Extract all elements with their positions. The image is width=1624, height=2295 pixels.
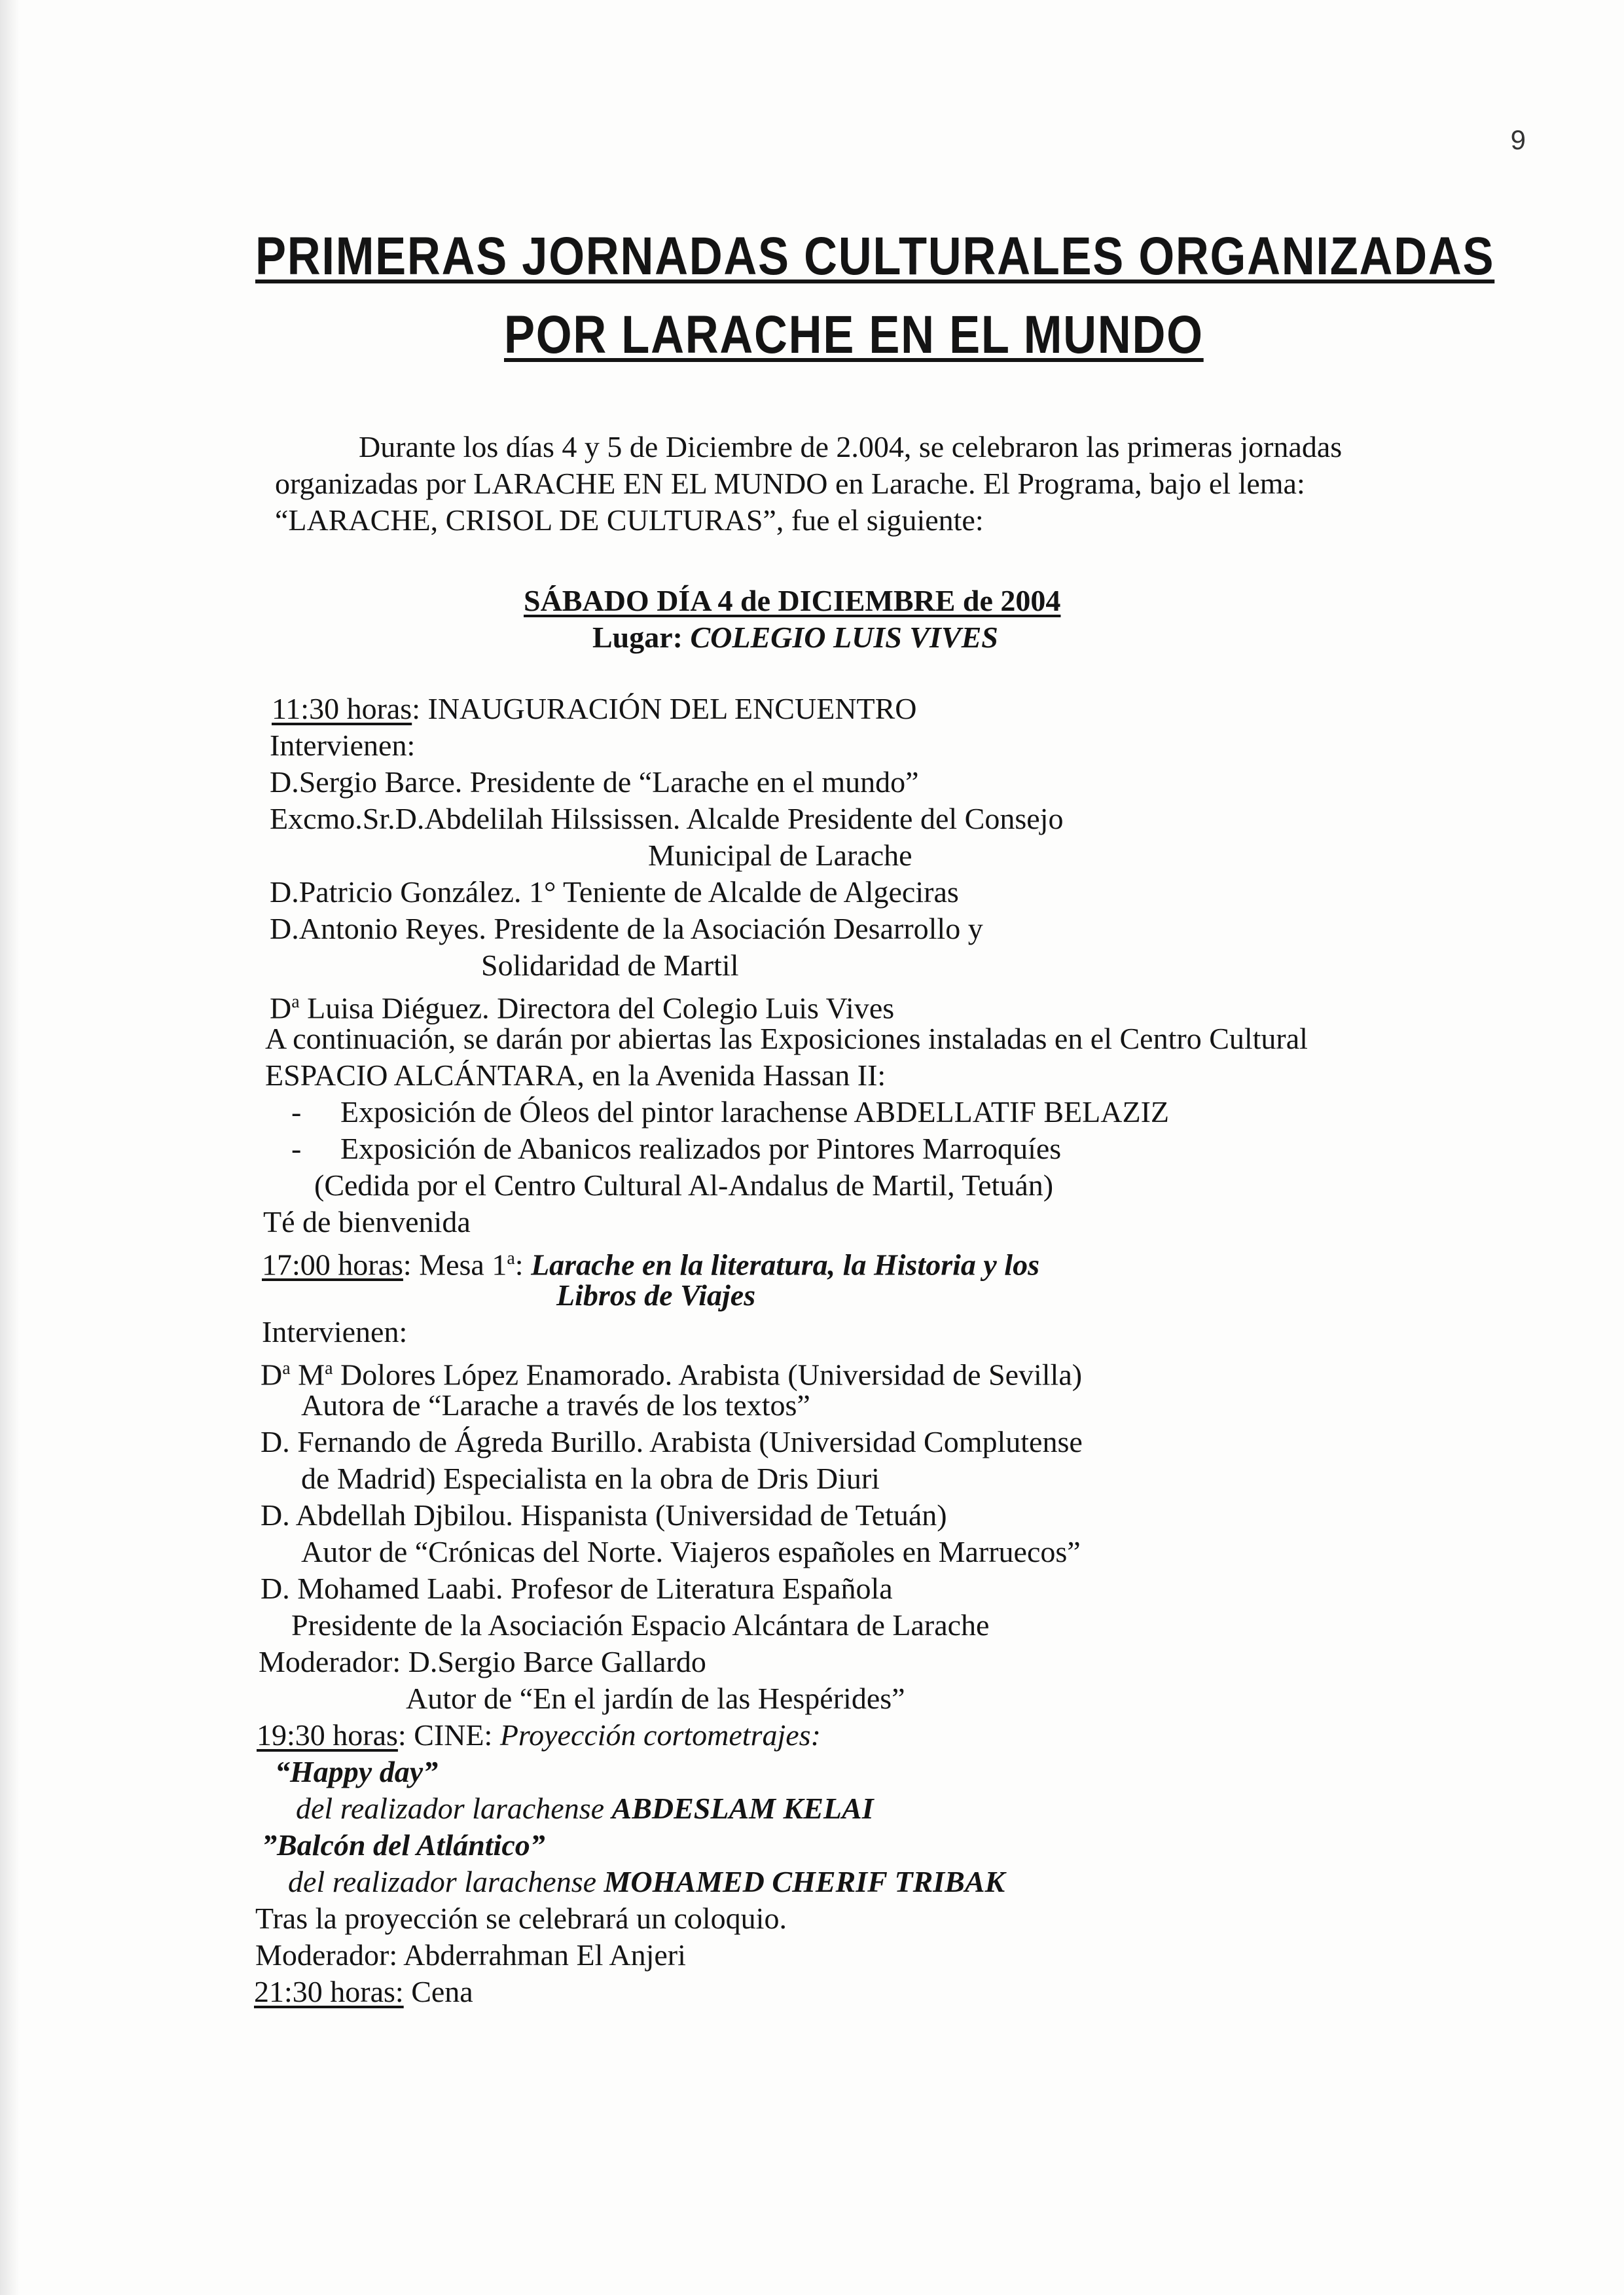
text-segment: del realizador larachense <box>288 1865 604 1898</box>
title-line-2: POR LARACHE EN EL MUNDO <box>504 305 1204 365</box>
speaker-line-cont: Solidaridad de Martil <box>481 949 739 982</box>
text-segment: : <box>514 1248 532 1282</box>
director-name: MOHAMED CHERIF TRIBAK <box>604 1865 1005 1898</box>
film-title-2: ”Balcón del Atlántico” <box>262 1828 545 1862</box>
speaker-line-cont: Municipal de Larache <box>648 839 912 872</box>
session2-title-cont: Libros de Viajes <box>556 1278 756 1312</box>
venue-value: COLEGIO LUIS VIVES <box>690 621 998 654</box>
session4-header <box>254 1974 473 2010</box>
speaker-line: D. Abdellah Djbilou. Hispanista (Universidad de Tetuán) <box>261 1498 947 1532</box>
text-segment: D <box>270 991 292 1025</box>
moderator-line: Moderador: D.Sergio Barce Gallardo <box>259 1645 706 1678</box>
film-director-1 <box>296 1790 874 1827</box>
intro-line-3: “LARACHE, CRISOL DE CULTURAS”, fue el siguiente: <box>275 503 984 537</box>
session3-header <box>257 1717 821 1754</box>
speaker-line: D.Antonio Reyes. Presidente de la Asociación Desarrollo y <box>270 912 983 945</box>
continuation-line-2: ESPACIO ALCÁNTARA, en la Avenida Hassan II: <box>265 1058 886 1092</box>
text-segment: Luisa Diéguez. Directora del Colegio Luis Vives <box>299 991 895 1025</box>
speaker-line: D. Mohamed Laabi. Profesor de Literatura Española <box>261 1572 893 1605</box>
director-name: ABDESLAM KELAI <box>611 1792 874 1825</box>
superscript: a <box>325 1358 333 1379</box>
session3-time: 19:30 horas <box>257 1718 398 1752</box>
bullet-dash: - <box>291 1132 302 1165</box>
moderator-line-cont: Autor de “En el jardín de las Hespérides” <box>406 1682 905 1715</box>
text-segment: M <box>290 1358 325 1392</box>
session1-event: INAUGURACIÓN DEL ENCUENTRO <box>420 692 917 725</box>
exhibition-2-note: (Cedida por el Centro Cultural Al-Andalus de Martil, Tetuán) <box>314 1168 1054 1202</box>
text-segment: Dolores López Enamorado. Arabista (Universidad de Sevilla) <box>333 1358 1083 1392</box>
session1-intervienen: Intervienen: <box>270 729 416 762</box>
speaker-line-cont: Autora de “Larache a través de los textos” <box>301 1388 810 1422</box>
text-segment: : Mesa 1 <box>403 1248 507 1282</box>
session2-intervienen: Intervienen: <box>262 1315 408 1348</box>
bullet-dash: - <box>291 1095 302 1129</box>
session2-title: Larache en la literatura, la Historia y los <box>531 1248 1039 1282</box>
text-segment: Proyección cortometrajes: <box>499 1718 821 1752</box>
session1-header <box>272 691 917 727</box>
text-segment: D <box>261 1358 283 1392</box>
session4-time: 21:30 horas: <box>254 1975 404 2008</box>
superscript: a <box>507 1248 515 1269</box>
day-heading: SÁBADO DÍA 4 de DICIEMBRE de 2004 <box>524 584 1061 617</box>
venue-line <box>592 619 998 656</box>
speaker-line: D. Fernando de Ágreda Burillo. Arabista (Universidad Complutense <box>261 1425 1083 1458</box>
text-segment: del realizador larachense <box>296 1792 612 1825</box>
speaker-line: D.Patricio González. 1° Teniente de Alcalde de Algeciras <box>270 875 959 909</box>
superscript: a <box>282 1358 291 1379</box>
speaker-line: Excmo.Sr.D.Abdelilah Hilssissen. Alcalde Presidente del Consejo <box>270 802 1064 835</box>
continuation-line-1: A continuación, se darán por abiertas las Exposiciones instaladas en el Centro Cultural <box>265 1022 1308 1055</box>
exhibition-1: Exposición de Óleos del pintor larachense ABDELLATIF BELAZIZ <box>340 1095 1169 1129</box>
welcome-tea: Té de bienvenida <box>263 1205 471 1238</box>
exhibition-2: Exposición de Abanicos realizados por Pintores Marroquíes <box>340 1132 1062 1165</box>
film-director-2 <box>288 1864 1005 1900</box>
page-number: 9 <box>1510 124 1526 155</box>
page-edge-shadow <box>0 0 20 2295</box>
speaker-line-cont: Presidente de la Asociación Espacio Alcántara de Larache <box>291 1608 990 1642</box>
film-title-1: “Happy day” <box>275 1755 439 1788</box>
coloquio-line: Tras la proyección se celebrará un coloquio. <box>255 1902 787 1935</box>
speaker-line-cont: de Madrid) Especialista en la obra de Dris Diuri <box>301 1462 880 1495</box>
superscript: a <box>291 992 300 1012</box>
session4-event: Cena <box>403 1975 473 2008</box>
venue-label: Lugar: <box>592 621 683 654</box>
speaker-line: D.Sergio Barce. Presidente de “Larache en el mundo” <box>270 765 919 799</box>
intro-line-2: organizadas por LARACHE EN EL MUNDO en Larache. El Programa, bajo el lema: <box>275 467 1305 500</box>
moderator-line: Moderador: Abderrahman El Anjeri <box>255 1938 686 1972</box>
text-segment: : CINE: <box>397 1718 500 1752</box>
session1-sep: : <box>412 692 420 725</box>
speaker-line-cont: Autor de “Crónicas del Norte. Viajeros españoles en Marruecos” <box>301 1535 1081 1568</box>
intro-line-1: Durante los días 4 y 5 de Diciembre de 2.004, se celebraron las primeras jornadas <box>359 430 1343 463</box>
session1-time: 11:30 horas <box>272 692 412 725</box>
title-line-1: PRIMERAS JORNADAS CULTURALES ORGANIZADAS <box>255 226 1495 286</box>
session2-time: 17:00 horas <box>262 1248 403 1282</box>
